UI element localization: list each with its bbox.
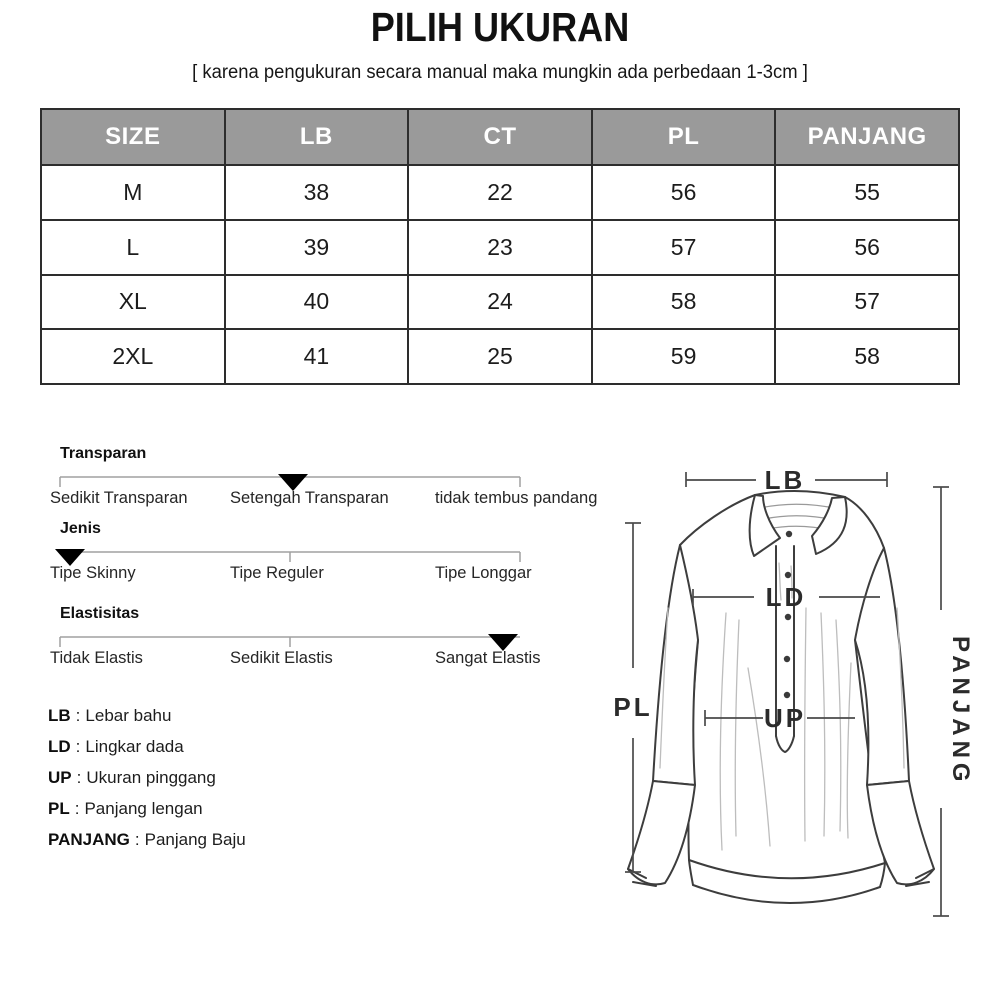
scale-title: Transparan (60, 445, 147, 462)
legend-desc: Lingkar dada (85, 737, 184, 756)
scale-option: Tipe Skinny (50, 564, 136, 582)
legend-item-ld (48, 737, 408, 757)
button-icon (785, 614, 791, 620)
legend-abbr: UP (48, 768, 72, 787)
button-icon (784, 692, 790, 698)
table-cell: 56 (775, 220, 959, 275)
scale-option: Sedikit Transparan (50, 489, 188, 507)
panjang-label: PANJANG (947, 636, 974, 787)
table-cell: XL (41, 275, 225, 330)
lb-label: LB (764, 465, 806, 495)
elasticity-scale (40, 605, 615, 677)
legend-abbr: LD (48, 737, 71, 756)
button-icon (785, 572, 791, 578)
legend-item-up (48, 768, 408, 788)
shirt-collar (680, 491, 884, 556)
table-cell: 57 (592, 220, 776, 275)
legend-desc: Lebar bahu (85, 706, 172, 725)
ld-measure-line (693, 582, 880, 612)
up-measure-line (705, 703, 855, 733)
table-row (41, 165, 959, 220)
legend-separator: : (75, 737, 81, 756)
header-cell-lb: LB (225, 109, 409, 165)
table-cell: 40 (225, 275, 409, 330)
scale-option: Tidak Elastis (50, 649, 143, 667)
button-icon (786, 531, 792, 537)
attribute-scales (40, 440, 615, 690)
size-table (40, 108, 960, 385)
button-icon (784, 656, 790, 662)
shirt-measurement-diagram (608, 438, 1000, 960)
legend-separator: : (76, 768, 82, 787)
legend-desc: Ukuran pinggang (86, 768, 216, 787)
table-row (41, 220, 959, 275)
size-table-container (40, 108, 960, 385)
table-cell: 24 (408, 275, 592, 330)
scale-option: Tipe Longgar (435, 564, 532, 582)
shirt-body-outline (688, 640, 885, 903)
table-cell: 23 (408, 220, 592, 275)
table-cell: 55 (775, 165, 959, 220)
legend-item-pl (48, 799, 408, 819)
legend-separator: : (75, 706, 81, 725)
table-cell: 57 (775, 275, 959, 330)
table-cell: 39 (225, 220, 409, 275)
table-cell: 58 (775, 329, 959, 384)
page-title: PILIH UKURAN (370, 4, 630, 50)
transparency-scale (40, 445, 615, 517)
header-cell-ct: CT (408, 109, 592, 165)
legend-desc: Panjang Baju (144, 830, 246, 849)
table-cell: 56 (592, 165, 776, 220)
fit-type-scale (40, 520, 615, 592)
size-table-header-row (41, 109, 959, 165)
panjang-measure-line (933, 487, 974, 916)
measurement-legend (48, 706, 408, 861)
lb-measure-line (686, 465, 887, 495)
legend-item-lb (48, 706, 408, 726)
legend-separator: : (134, 830, 140, 849)
table-row (41, 329, 959, 384)
scale-title: Elastisitas (60, 605, 140, 622)
table-cell: 38 (225, 165, 409, 220)
table-cell: M (41, 165, 225, 220)
header-cell-pl: PL (592, 109, 776, 165)
scale-option: Sangat Elastis (435, 649, 541, 667)
pl-label: PL (613, 692, 653, 722)
scale-title: Jenis (60, 520, 101, 537)
scale-option: tidak tembus pandang (435, 489, 598, 507)
legend-separator: : (74, 799, 80, 818)
legend-desc: Panjang lengan (84, 799, 203, 818)
table-cell: 58 (592, 275, 776, 330)
scale-option: Setengah Transparan (230, 489, 389, 507)
table-cell: 22 (408, 165, 592, 220)
legend-abbr: LB (48, 706, 71, 725)
up-label: UP (763, 703, 807, 733)
header-cell-panjang: PANJANG (775, 109, 959, 165)
table-cell: 41 (225, 329, 409, 384)
header-cell-size: SIZE (41, 109, 225, 165)
ld-label: LD (765, 582, 807, 612)
legend-abbr: PL (48, 799, 70, 818)
table-cell: 25 (408, 329, 592, 384)
scale-option: Sedikit Elastis (230, 649, 333, 667)
table-cell: 2XL (41, 329, 225, 384)
scale-option: Tipe Reguler (230, 564, 324, 582)
table-cell: 59 (592, 329, 776, 384)
legend-abbr: PANJANG (48, 830, 130, 849)
disclaimer-note: [ karena pengukuran secara manual maka mungkin ada perbedaan 1-3cm ] (192, 62, 808, 83)
table-row (41, 275, 959, 330)
legend-item-panjang (48, 830, 408, 850)
table-cell: L (41, 220, 225, 275)
